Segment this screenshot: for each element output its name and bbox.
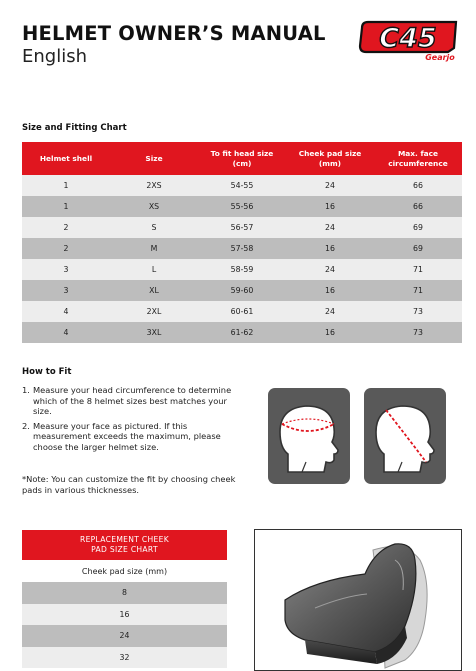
brand-logo (358, 18, 462, 62)
cheek-pad-cell: 16 (286, 280, 374, 301)
head-size-cell: 56-57 (198, 217, 286, 238)
cheek-pad-cell: 24 (286, 301, 374, 322)
logo-main-text: C45 (379, 23, 437, 54)
helmet-shell-cell: 3 (22, 259, 110, 280)
face-circumference-cell: 73 (374, 322, 462, 343)
head-size-cell: 61-62 (198, 322, 286, 343)
cheek-pad-cell: 16 (286, 238, 374, 259)
face-circumference-cell: 71 (374, 280, 462, 301)
pad-subheader: Cheek pad size (mm) (22, 560, 227, 582)
size-cell: S (110, 217, 198, 238)
size-cell: 2XS (110, 175, 198, 196)
pad-table-title (22, 530, 227, 560)
head-size-cell: 54-55 (198, 175, 286, 196)
pad-size-cell: 24 (22, 625, 227, 647)
table-row (22, 322, 462, 343)
how-to-fit-title: How to Fit (22, 367, 72, 377)
column-header: Cheek pad size (mm) (286, 142, 374, 175)
list-item (22, 385, 232, 417)
table-row (22, 175, 462, 196)
table-row (22, 196, 462, 217)
cheek-pad-size-table (22, 530, 227, 668)
pad-size-cell: 8 (22, 582, 227, 604)
size-cell: L (110, 259, 198, 280)
face-circumference-icon (364, 388, 446, 484)
head-size-cell: 57-58 (198, 238, 286, 259)
cheek-pad-cell: 24 (286, 217, 374, 238)
table-row (22, 647, 227, 669)
step-number: 1. (22, 385, 30, 395)
face-circumference-cell: 66 (374, 196, 462, 217)
size-cell: M (110, 238, 198, 259)
helmet-shell-cell: 1 (22, 196, 110, 217)
face-circumference-cell: 71 (374, 259, 462, 280)
table-row (22, 238, 462, 259)
column-header: Helmet shell (22, 142, 110, 175)
helmet-shell-cell: 4 (22, 322, 110, 343)
table-row (22, 301, 462, 322)
fit-steps-list (22, 385, 232, 457)
step-text: Measure your head circumference to determine which of the 8 helmet sizes best matches your size. (33, 385, 232, 417)
face-circumference-cell: 69 (374, 217, 462, 238)
table-row (22, 604, 227, 626)
column-header: Size (110, 142, 198, 175)
helmet-shell-cell: 1 (22, 175, 110, 196)
face-circumference-cell: 66 (374, 175, 462, 196)
table-row (22, 625, 227, 647)
language-label: English (22, 46, 87, 67)
size-cell: XL (110, 280, 198, 301)
page-title: HELMET OWNER’S MANUAL (22, 22, 326, 45)
helmet-shell-cell: 2 (22, 238, 110, 259)
cheek-pad-cell: 16 (286, 322, 374, 343)
cheek-pad-cell: 16 (286, 196, 374, 217)
face-circumference-cell: 73 (374, 301, 462, 322)
head-size-cell: 58-59 (198, 259, 286, 280)
pad-title-line: PAD SIZE CHART (91, 545, 158, 554)
pad-title-line: REPLACEMENT CHEEK (80, 534, 169, 544)
table-row (22, 582, 227, 604)
helmet-shell-cell: 4 (22, 301, 110, 322)
pad-size-cell: 32 (22, 647, 227, 669)
pad-size-cell: 16 (22, 604, 227, 626)
pad-table-header (22, 530, 227, 560)
size-fitting-table (22, 142, 462, 343)
step-number: 2. (22, 420, 30, 431)
size-cell: 2XL (110, 301, 198, 322)
table-row (22, 259, 462, 280)
table-row (22, 217, 462, 238)
pad-subheader-row (22, 560, 227, 582)
list-item (22, 421, 232, 453)
size-cell: 3XL (110, 322, 198, 343)
cheek-pad-cell: 24 (286, 259, 374, 280)
column-header: Max. face circumference (374, 142, 462, 175)
size-table-header (22, 142, 462, 175)
size-cell: XS (110, 196, 198, 217)
helmet-shell-cell: 3 (22, 280, 110, 301)
size-chart-title: Size and Fitting Chart (22, 123, 127, 133)
table-row (22, 280, 462, 301)
helmet-shell-cell: 2 (22, 217, 110, 238)
cheek-pad-photo (254, 529, 462, 671)
head-circumference-icon (268, 388, 350, 484)
fit-note: *Note: You can customize the fit by choosing cheek pads in various thicknesses. (22, 474, 236, 495)
head-size-cell: 55-56 (198, 196, 286, 217)
logo-tag-text: Gearjo (425, 53, 455, 62)
column-header: To fit head size (cm) (198, 142, 286, 175)
face-circumference-cell: 69 (374, 238, 462, 259)
cheek-pad-cell: 24 (286, 175, 374, 196)
step-text: Measure your face as pictured. If this measurement exceeds the maximum, please choose the larger helmet size. (33, 420, 221, 452)
head-size-cell: 60-61 (198, 301, 286, 322)
head-size-cell: 59-60 (198, 280, 286, 301)
